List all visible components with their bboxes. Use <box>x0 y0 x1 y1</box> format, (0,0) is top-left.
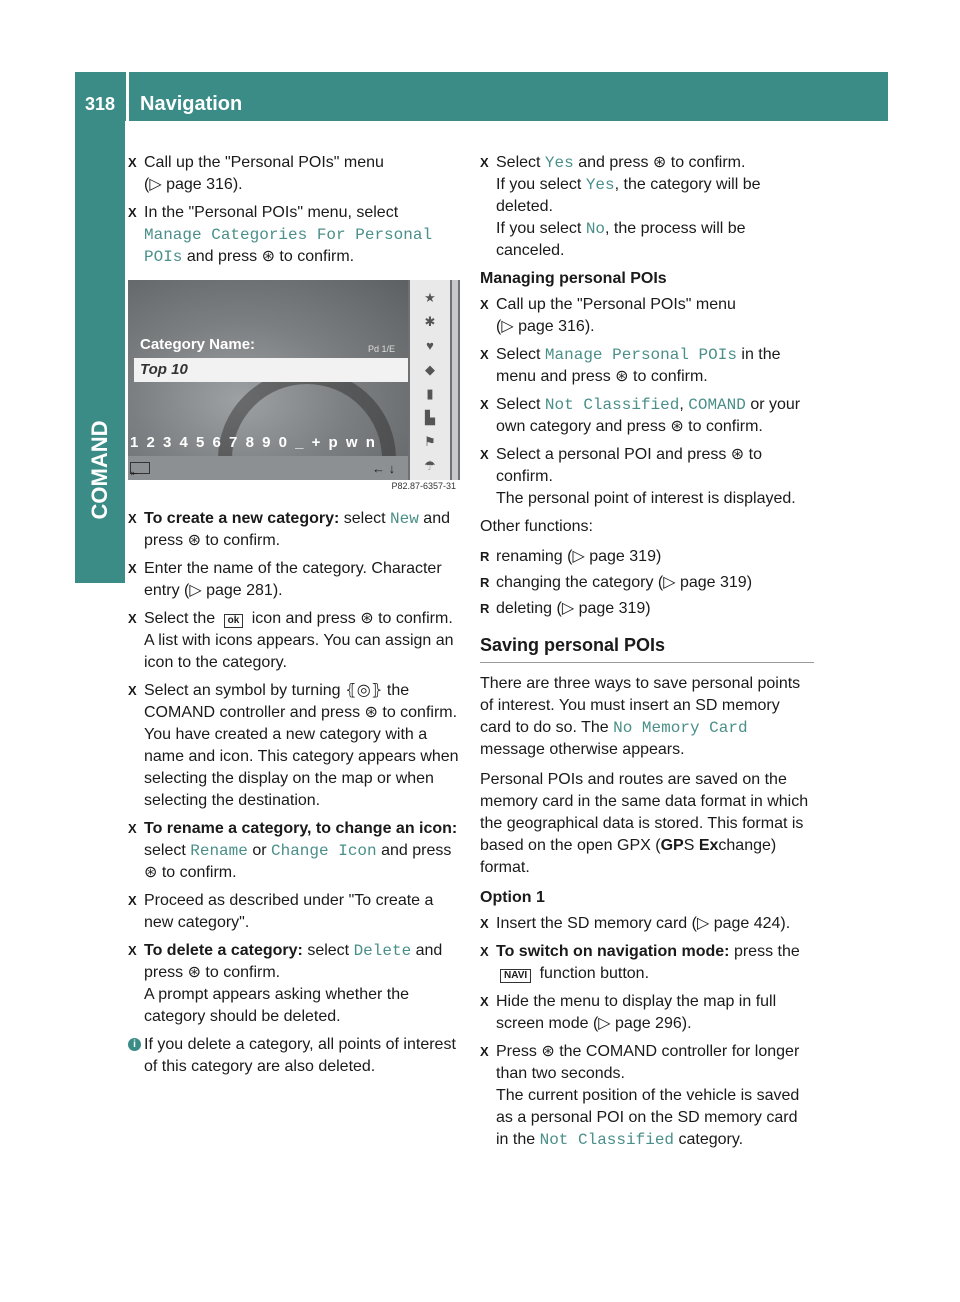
flag-icon: ⚑ <box>424 434 436 449</box>
step-result: You have created a new category with a name and icon. This category appears when selecting the display on the map or when selecting the destination. <box>144 726 459 809</box>
step-text: Enter the name of the category. Character entry (▷ page 281). <box>144 560 442 599</box>
step-result: A prompt appears asking whether the category should be deleted. <box>144 986 410 1025</box>
step <box>128 558 460 602</box>
category-name-input: Top 10 <box>134 358 408 382</box>
step-text: In the "Personal POIs" menu, select <box>144 204 399 221</box>
menu-item-code: Delete <box>353 942 412 960</box>
step-text: in the menu and press ⊛ to confirm. <box>496 346 781 385</box>
step-lead: To delete a category: <box>144 942 303 959</box>
menu-item-code: No <box>585 220 606 238</box>
subheading-managing: Managing personal POIs <box>480 270 667 287</box>
step-text: Select the <box>144 610 216 627</box>
star-icon: ★ <box>424 290 436 305</box>
step-text: Proceed as described under "To create a new category". <box>144 892 434 931</box>
step-result: The personal point of interest is displayed. <box>496 490 796 507</box>
menu-item-code: Not Classified <box>539 1131 675 1149</box>
menu-item-code: Manage Categories For Personal POIs <box>144 226 433 266</box>
info-icon: i <box>128 1038 141 1051</box>
step-text: or your own category and press ⊛ to confirm. <box>496 396 801 435</box>
figure-caption: P82.87-6357-31 <box>391 481 456 491</box>
step-result <box>496 174 814 218</box>
header-divider <box>126 72 129 121</box>
step-text: If you select <box>496 176 582 193</box>
side-tab-label: COMAND <box>87 420 112 520</box>
scrollbar <box>452 280 458 480</box>
step-text: The current position of the vehicle is saved as a personal POI on the SD memory card in the <box>496 1087 800 1148</box>
info-text: If you delete a category, all points of interest of this category are also deleted. <box>144 1036 456 1075</box>
page-number: 318 <box>84 94 116 114</box>
step-text: or <box>252 842 267 859</box>
step-lead: To switch on navigation mode: <box>496 943 730 960</box>
step <box>480 152 814 262</box>
step-text: Insert the SD memory card (▷ page 424). <box>496 915 791 932</box>
para-text: Personal POIs and routes are saved on the memory card in the same data format in which the geographical data is stored. This format is based on the open GPX ( <box>480 771 809 854</box>
navi-key-icon: NAVI <box>500 969 531 983</box>
step-text: press the <box>733 943 800 960</box>
step <box>480 991 814 1035</box>
step <box>480 941 814 985</box>
menu-item-code: Yes <box>544 154 574 172</box>
diamond-icon: ◆ <box>425 362 435 377</box>
step <box>128 508 460 552</box>
step-text: and press ⊛ to confirm. <box>144 842 452 881</box>
umbrella-icon: ☂ <box>424 458 436 473</box>
step-text: category. <box>678 1131 744 1148</box>
input-mode-tag: Pd 1/E <box>368 344 396 354</box>
list-item: R changing the category (▷ page 319) <box>480 572 814 594</box>
step-text: , the process will be canceled. <box>496 220 746 259</box>
step <box>128 202 460 268</box>
step-text: Select a personal POI and press ⊛ to confirm. <box>496 446 762 485</box>
menu-item-code: Rename <box>190 842 248 860</box>
left-arrow-icon: ← ↓ <box>372 461 396 476</box>
step <box>480 294 814 338</box>
step-text: , <box>679 396 684 413</box>
step-text: Press ⊛ the COMAND controller for longer than two seconds. <box>496 1043 800 1082</box>
paragraph <box>480 769 814 879</box>
step-text: Call up the "Personal POIs" menu <box>144 154 384 171</box>
step-text: select <box>343 510 386 527</box>
step-text: If you select <box>496 220 582 237</box>
ok-key-icon: ok <box>224 614 244 628</box>
step-lead: To create a new category: <box>144 510 340 527</box>
step-text: and press ⊛ to confirm. <box>144 510 450 549</box>
message-code: No Memory Card <box>613 719 748 737</box>
step <box>128 940 460 1028</box>
step-text: Select <box>496 396 541 413</box>
list-item: R renaming (▷ page 319) <box>480 546 814 568</box>
step <box>128 152 460 196</box>
heart-icon: ♥ <box>426 338 434 353</box>
para-text: change) format. <box>480 837 777 876</box>
menu-item-code: Not Classified <box>544 396 680 414</box>
step-result: A list with icons appears. You can assign an icon to the category. <box>144 632 454 671</box>
step-text: Call up the "Personal POIs" menu <box>496 296 736 313</box>
step <box>480 444 814 510</box>
menu-item-code: New <box>390 510 419 528</box>
para-text: Ex <box>698 837 719 854</box>
step-text: Select an symbol by turning ⦃◎⦄ the COMAND controller and press ⊛ to confirm. <box>144 682 458 721</box>
right-column <box>480 152 814 1157</box>
step-text: Select <box>496 346 541 363</box>
pin-icon: ✱ <box>424 314 436 329</box>
step-text: function button. <box>539 965 650 982</box>
para-text: message otherwise appears. <box>480 741 685 758</box>
building-icon: ▙ <box>425 410 435 425</box>
step <box>128 608 460 674</box>
section-heading-saving: Saving personal POIs <box>480 634 814 663</box>
page-ref: (▷ page 316). <box>144 176 243 193</box>
para-text: S <box>683 837 695 854</box>
step-text: and press ⊛ to confirm. <box>186 248 355 265</box>
step-text: select <box>307 942 350 959</box>
left-column <box>128 152 460 1078</box>
phone-icon: ▮ <box>426 386 434 401</box>
back-icon: ⇤ <box>130 462 150 474</box>
step-text: select <box>144 842 186 859</box>
step-text: icon and press ⊛ to confirm. <box>251 610 453 627</box>
step <box>480 394 814 438</box>
para-text: GP <box>660 837 684 854</box>
bottom-bar <box>128 456 408 480</box>
paragraph <box>480 673 814 761</box>
step-result <box>496 1085 814 1151</box>
list-item: R deleting (▷ page 319) <box>480 598 814 620</box>
step <box>480 913 814 935</box>
step-text: Select <box>496 154 541 171</box>
section-title: Navigation <box>140 93 243 115</box>
step <box>128 818 460 884</box>
info-note <box>128 1034 460 1078</box>
other-functions-label: Other functions: <box>480 518 593 535</box>
subheading-option: Option 1 <box>480 889 545 906</box>
menu-item-code: Manage Personal POIs <box>544 346 737 364</box>
step-result <box>496 218 814 262</box>
step <box>128 680 460 812</box>
step-text: , the category will be deleted. <box>496 176 761 215</box>
step-text: Hide the menu to display the map in full screen mode (▷ page 296). <box>496 993 777 1032</box>
step-text: and press ⊛ to confirm. <box>144 942 443 981</box>
step-text: and press ⊛ to confirm. <box>578 154 746 171</box>
symbol-icon-bar <box>410 280 450 480</box>
menu-item-code: Change Icon <box>271 842 377 860</box>
step <box>480 1041 814 1151</box>
menu-item-code: COMAND <box>688 396 746 414</box>
screen-title: Category Name: <box>140 336 256 353</box>
page-ref: (▷ page 316). <box>496 318 595 335</box>
step-lead: To rename a category, to change an icon: <box>144 820 458 837</box>
step <box>480 344 814 388</box>
para-text: There are three ways to save personal points of interest. You must insert an SD memory card to do so. The <box>480 675 801 736</box>
step <box>128 890 460 934</box>
character-bar: 1 2 3 4 5 6 7 8 9 0 _ + p w n <box>130 434 377 451</box>
menu-item-code: Yes <box>585 176 615 194</box>
category-name-screenshot <box>128 280 460 500</box>
